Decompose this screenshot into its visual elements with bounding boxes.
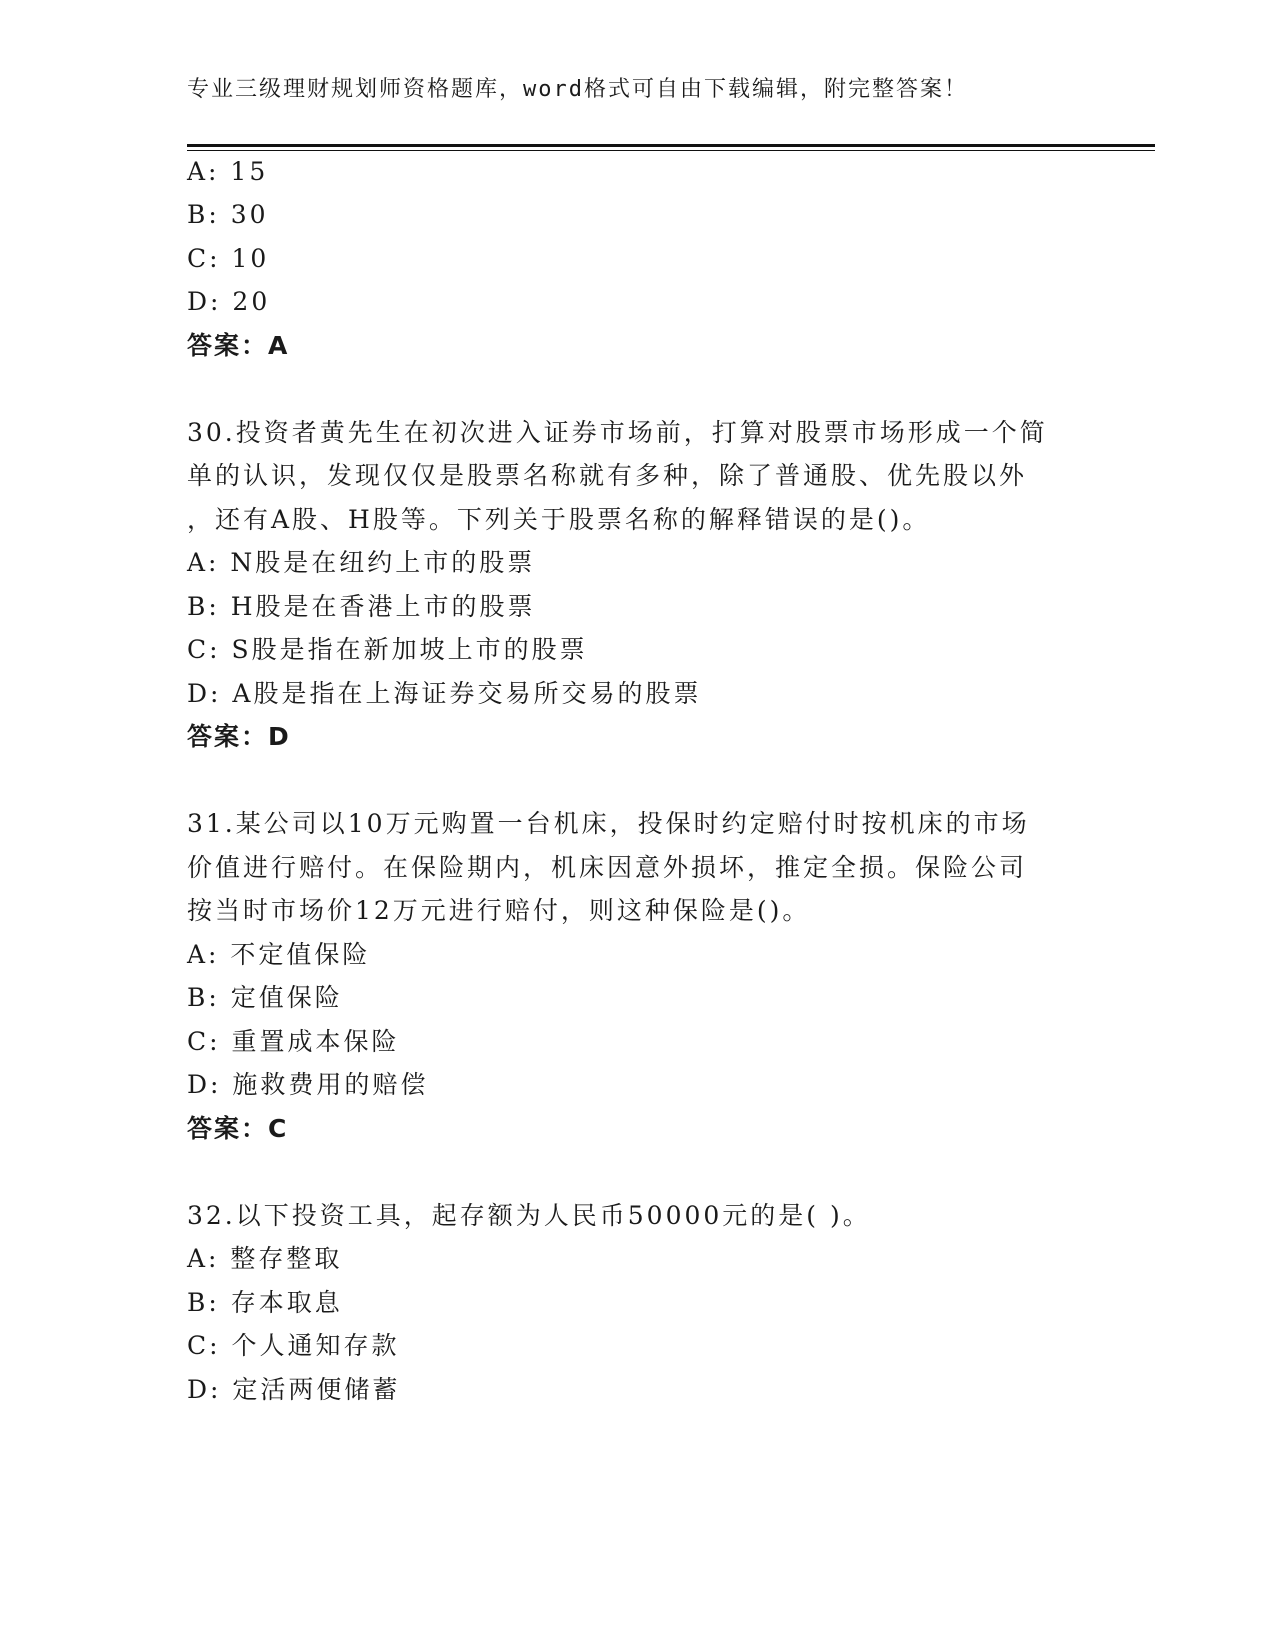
header-rule-thin [187, 150, 1155, 151]
option-a: A: 不定值保险 [187, 940, 371, 969]
header-rule-thick [187, 144, 1155, 147]
answer-line: 答案：A [187, 331, 290, 360]
option-d: D: 定活两便储蓄 [187, 1375, 401, 1404]
option-b: B: 定值保险 [187, 983, 343, 1012]
page-header: 专业三级理财规划师资格题库，word格式可自由下载编辑，附完整答案！ [187, 77, 968, 102]
question-text-line: 31.某公司以10万元购置一台机床，投保时约定赔付时按机床的市场 [187, 809, 1030, 838]
question-text-line: 单的认识，发现仅仅是股票名称就有多种，除了普通股、优先股以外 [187, 461, 1028, 490]
option-b: B: 30 [187, 200, 269, 229]
option-d: D: A股是指在上海证券交易所交易的股票 [187, 679, 702, 708]
option-b: B: H股是在香港上市的股票 [187, 592, 536, 621]
question-text-line: 30.投资者黄先生在初次进入证券市场前，打算对股票市场形成一个简 [187, 418, 1048, 447]
question-text-line: 按当时市场价12万元进行赔付，则这种保险是()。 [187, 896, 811, 925]
option-d: D: 施救费用的赔偿 [187, 1070, 429, 1099]
option-c: C: 重置成本保险 [187, 1027, 400, 1056]
question-text-line: 价值进行赔付。在保险期内，机床因意外损坏，推定全损。保险公司 [187, 853, 1028, 882]
option-c: C: S股是指在新加坡上市的股票 [187, 635, 588, 664]
question-text-line: ，还有A股、H股等。下列关于股票名称的解释错误的是()。 [187, 505, 931, 534]
option-a: A: 整存整取 [187, 1244, 343, 1273]
question-text-line: 32.以下投资工具，起存额为人民币50000元的是( )。 [187, 1201, 871, 1230]
option-d: D: 20 [187, 287, 271, 316]
option-c: C: 10 [187, 244, 270, 273]
option-c: C: 个人通知存款 [187, 1331, 400, 1360]
option-a: A: N股是在纽约上市的股票 [187, 548, 536, 577]
answer-line: 答案：D [187, 722, 291, 751]
answer-line: 答案：C [187, 1114, 289, 1143]
option-a: A: 15 [187, 157, 269, 186]
option-b: B: 存本取息 [187, 1288, 343, 1317]
